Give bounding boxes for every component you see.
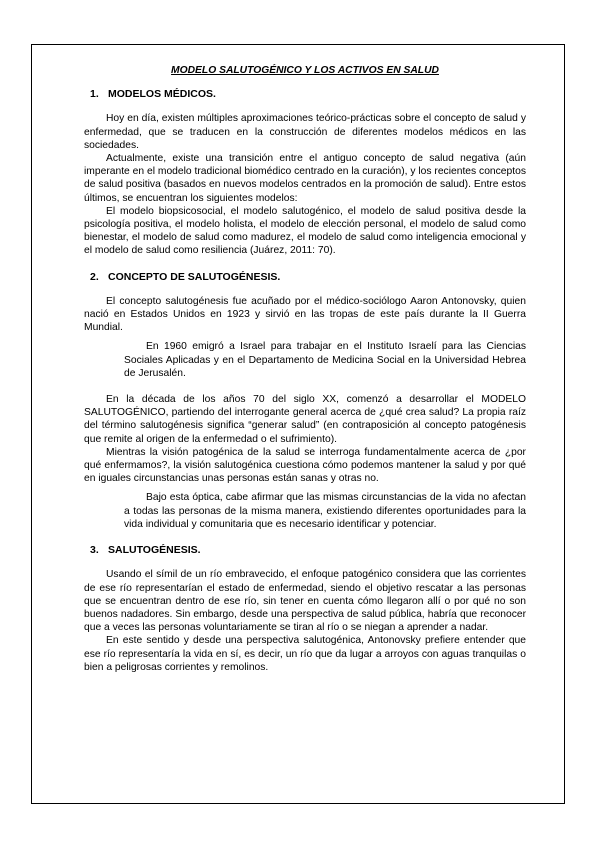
document-title: MODELO SALUTOGÉNICO Y LOS ACTIVOS EN SALUD <box>171 65 439 76</box>
paragraph: En la década de los años 70 del siglo XX, comenzó a desarrollar el MODELO SALUTOGÉNICO, partiendo del interrogante general acerca de ¿qué crea salud? La propia raíz del término salutogénesis significa “generar salud” (en contraposición al concepto patogénesis que remite al origen de la enfermedad o el sufrimiento). <box>84 394 526 445</box>
section-number: 1. <box>90 88 99 101</box>
section-heading-1 <box>90 88 526 101</box>
section-title: MODELOS MÉDICOS. <box>108 88 216 101</box>
paragraph: El modelo biopsicosocial, el modelo salutogénico, el modelo de salud positiva desde la psicología positiva, el modelo holista, el modelo de elección personal, el modelo de salud como bienestar, el modelo de salud como madurez, el modelo de salud como inteligencia emocional y el modelo de salud como resiliencia (Juárez, 2011: 70). <box>84 205 526 257</box>
section-title: CONCEPTO DE SALUTOGÉNESIS. <box>108 270 281 283</box>
paragraph: Actualmente, existe una transición entre el antiguo concepto de salud negativa (aún imperante en el modelo tradicional biomédico centrado en la curación), y los recientes conceptos de salud positiva (basados en nuevos modelos centrados en la promoción de salud). Entre estos últimos, se encuentran los siguientes modelos: <box>84 153 526 204</box>
paragraph: El concepto salutogénesis fue acuñado por el médico-sociólogo Aaron Antonovsky, quien nació en Estados Unidos en 1923 y sirvió en las tropas de este país durante la II Guerra Mundial. <box>84 295 526 334</box>
paragraph: Usando el símil de un río embravecido, el enfoque patogénico considera que las corrientes de ese río representarían el estado de enfermedad, siendo el objetivo rescatar a las personas que se encuentran dentro de ese río, sin tener en cuenta cómo llegaron allí o por qué no son buenos nadadores. Sin embargo, desde una perspectiva de salud pública, habría que reconocer que a veces las personas voluntariamente se tiran al río o se niegan a aprender a nadar. <box>84 569 526 634</box>
paragraph: Hoy en día, existen múltiples aproximaciones teórico-prácticas sobre el concepto de salud y enfermedad, que se traducen en la construcción de diferentes modelos médicos en las sociedades. <box>84 113 526 151</box>
section-number: 3. <box>90 544 99 557</box>
section-number: 2. <box>90 270 99 283</box>
paragraph: Mientras la visión patogénica de la salud se interroga fundamentalmente acerca de ¿por qué enfermamos?, la visión salutogénica cuestiona cómo podemos mantener la salud y por qué en iguales circunstancias unas personas están sanas y otras no. <box>84 446 526 485</box>
section-heading-2 <box>90 271 526 284</box>
document-body <box>84 64 526 674</box>
section-heading-3 <box>90 544 526 557</box>
paragraph: En este sentido y desde una perspectiva salutogénica, Antonovsky prefiere entender que ese río representaría la vida en sí, es decir, un río que da lugar a arroyos con aguas tranquilas o bien a peligrosas corrientes y remolinos. <box>84 635 526 673</box>
section-title: SALUTOGÉNESIS. <box>108 544 201 557</box>
block-paragraph: En 1960 emigró a Israel para trabajar en el Instituto Israelí para las Ciencias Sociales Aplicadas y en el Departamento de Medicina Social en la Universidad Hebrea de Jerusalén. <box>124 341 526 379</box>
block-paragraph: Bajo esta óptica, cabe afirmar que las mismas circunstancias de la vida no afectan a todas las personas de la misma manera, existiendo diferentes oportunidades para la vida individual y comunitaria que es necesario identificar y potenciar. <box>124 492 526 530</box>
